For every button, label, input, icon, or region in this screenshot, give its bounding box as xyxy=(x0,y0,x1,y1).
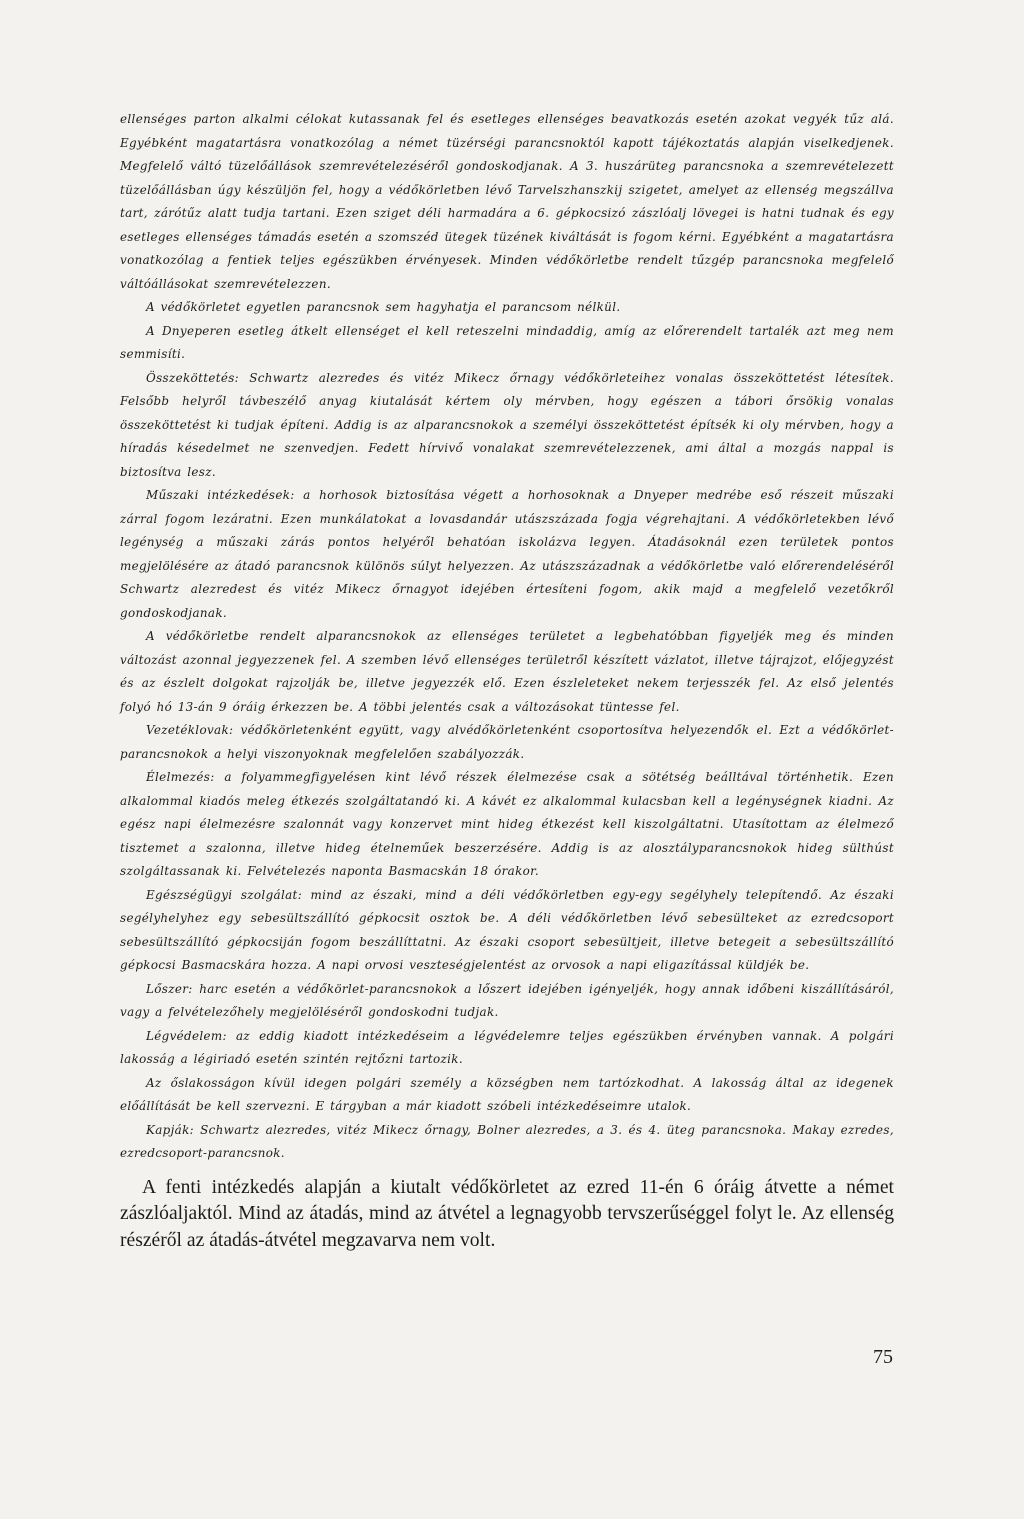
order-paragraph-dnieper: A Dnyeperen esetleg átkelt ellenséget el kell reteszelni mindaddig, amíg az előrerendelt tartalék azt meg nem semmisíti. xyxy=(120,323,894,361)
order-paragraph-engineering: Műszaki intézkedések: a horhosok biztosítása végett a horhosoknak a Dnyeper medrébe eső részeit műszaki zárral fogom lezáratni. Ezen munkálatokat a lovasdandár utászszázada fogja végrehajtani. A védőkörletekben lévő legénység a műszaki zárás pontos helyéről behatóan iskolázva legyen. Átadásoknál ezen területek pontos megjelölésére az átadó parancsnok különös súlyt helyezzen. Az utászszázadnak a védőkörletbe való előrerendeléséről Schwartz alezredest és vitéz Mikecz őrnagyot idejében értesíteni fogom, akik majd a megfelelő vezetőkről gondoskodjanak. xyxy=(120,488,894,620)
narrative-text-block xyxy=(120,1175,894,1255)
order-paragraph-horses: Vezetéklovak: védőkörletenként együtt, vagy alvédőkörletenként csoportosítva helyezendők el. Ezt a védőkörlet-parancsnokok a helyi viszonyoknak megfelelően szabályozzák. xyxy=(120,723,894,761)
order-paragraph-civilians: Az őslakosságon kívül idegen polgári személy a községben nem tartózkodhat. A lakosság által az idegenek előállítását be kell szervezni. E tárgyban a már kiadott szóbeli intézkedéseimre utalok. xyxy=(120,1075,894,1113)
order-paragraph-distribution: Kapják: Schwartz alezredes, vitéz Mikecz őrnagy, Bolner alezredes, a 3. és 4. üteg parancsnoka. Makay ezredes, ezredcsoport-parancsnok. xyxy=(120,1122,894,1160)
order-paragraph-medical: Egészségügyi szolgálat: mind az északi, mind a déli védőkörletben egy-egy segélyhely telepítendő. Az északi segélyhelyhez egy sebesültszállító gépkocsit osztok be. A déli védőkörletben lévő sebesülteket az ezredcsoport sebesültszállító gépkocsiján fogom beszállíttatni. Az északi csoport sebesültjeit, illetve betegeit a sebesültszállító gépkocsi Basmacskára hozza. A napi orvosi veszteségjelentést az orvosok a napi eligazítással küldjék be. xyxy=(120,887,894,972)
order-paragraph-communications: Összeköttetés: Schwartz alezredes és vitéz Mikecz őrnagy védőkörleteihez vonalas összeköttetést létesítek. Felsőbb helyről távbeszélő anyag kiutalását kértem oly mérvben, hogy egészen a tábori őrsökig vonalas összeköttetést ki tudjak építeni. Addig is az alparancsnokok a személyi összeköttetést építsék ki oly mérvben, hogy a híradás késedelmet ne szenvedjen. Fedett hírvivő vonalakat szemrevételezzenek, ami által a mozgás nappal is biztosítva lesz. xyxy=(120,370,894,479)
order-paragraph-ammunition: Lőszer: harc esetén a védőkörlet-parancsnokok a lőszert idejében igényeljék, hogy annak időbeni kiszállításáról, vagy a felvételezőhely megjelöléséről gondoskodni tudjak. xyxy=(120,981,894,1019)
document-page xyxy=(120,108,894,1254)
order-paragraph-artillery: ellenséges parton alkalmi célokat kutassanak fel és esetleges ellenséges beavatkozás esetén azokat vegyék tűz alá. Egyébként magatartásra vonatkozólag a német tüzérségi parancsnoktól kapott tájékoztatás alapján viselkedjenek. Megfelelő váltó tüzelőállások szemrevételezéséről gondoskodjanak. A 3. huszárüteg parancsnoka a szemrevételezett tüzelőállásban úgy készüljön fel, hogy a védőkörletben lévő Tarvelszhanszkij szigetet, amelyet az ellenség megszállva tart, zárótűz alatt tudja tartani. Ezen sziget déli harmadára a 6. gépkocsizó zászlóalj lövegei is hatni tudnak és egy esetleges ellenséges támadás esetén a szomszéd ütegek tüzének kiváltását is fogom kérni. Egyébként a magatartásra vonatkozólag a fentiek teljes egészükben érvényesek. Minden védőkörletbe rendelt tűzgép parancsnoka megfelelő váltóállásokat szemrevételezzen. xyxy=(120,112,894,291)
order-paragraph-observation: A védőkörletbe rendelt alparancsnokok az ellenséges területet a legbehatóbban figyeljék meg és minden változást azonnal jegyezzenek fel. A szemben lévő ellenséges területről készített vázlatot, illetve tájrajzot, előjegyzést és az észlelt dolgokat rajzolják be, illetve jegyezzék elő. Ezen észleleteket nekem terjesszék fel. Az első jelentés folyó hó 13-án 9 óráig érkezzen be. A többi jelentés csak a változásokat tüntesse fel. xyxy=(120,629,894,714)
page-number: 75 xyxy=(873,1346,893,1368)
order-paragraph-air-defense: Légvédelem: az eddig kiadott intézkedéseim a légvédelemre teljes egészükben érvényben vannak. A polgári lakosság a légiriadó esetén szintén rejtőzni tartozik. xyxy=(120,1028,894,1066)
order-text-block xyxy=(120,108,894,1166)
order-paragraph-rations: Élelmezés: a folyammegfigyelésen kint lévő részek élelmezése csak a sötétség beálltával történhetik. Ezen alkalommal kiadós meleg étkezés szolgáltatandó ki. A kávét ez alkalommal kulacsban kell a legénységnek kiadni. Az egész napi élelmezésre szalonnát vagy konzervet mint hideg étkezést kell kiszolgáltatni. Utasítottam az élelmező tisztemet a szalonna, illetve hideg ételneműek beszerzésére. Addig is az alosztályparancsnokok hideg sülthúst szolgáltassanak ki. Felvételezés naponta Basmacskán 18 órakor. xyxy=(120,770,894,878)
order-paragraph-command: A védőkörletet egyetlen parancsnok sem hagyhatja el parancsom nélkül. xyxy=(146,300,621,314)
narrative-paragraph: A fenti intézkedés alapján a kiutalt védőkörletet az ezred 11-én 6 óráig átvette a német zászlóaljaktól. Mind az átadás, mind az átvétel a legnagyobb tervszerűséggel folyt le. Az ellenség részéről az átadás-átvétel megzavarva nem volt. xyxy=(120,1176,894,1251)
